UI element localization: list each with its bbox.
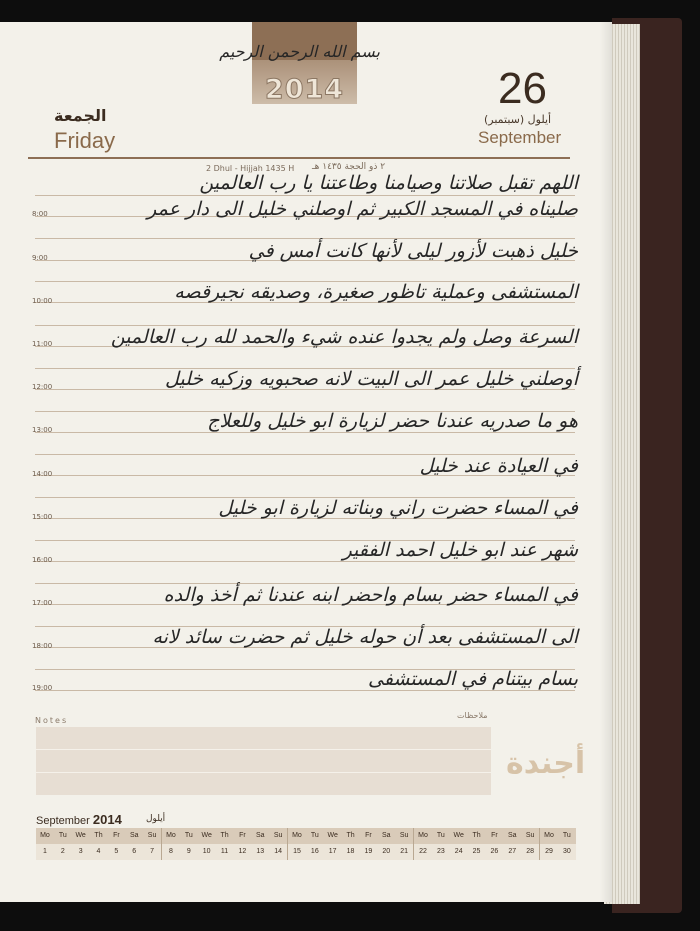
mini-calendar-weekday: Fr (365, 832, 372, 839)
weekday-english: Friday (54, 128, 116, 153)
time-label: 18:00 (32, 642, 53, 650)
mini-calendar-weekday: We (453, 832, 464, 839)
time-label: 11:00 (32, 340, 53, 348)
handwritten-line: أوصلني خليل عمر الى البيت لانه صحبويه وزكيه خليل (164, 368, 578, 390)
mini-calendar-days (36, 844, 576, 860)
time-label: 14:00 (32, 470, 53, 478)
handwritten-line: الى المستشفى بعد أن حوله خليل ثم حضرت سائد لانه (152, 626, 578, 648)
mini-calendar-day[interactable]: 1 (42, 848, 47, 855)
handwritten-line: السرعة وصل ولم يجدوا عنده شيء والحمد لله رب العالمين (110, 326, 578, 348)
mini-calendar-day[interactable]: 14 (269, 844, 288, 860)
time-label: 9:00 (32, 254, 48, 262)
month-arabic: أيلول (سبتمبر) (484, 113, 552, 126)
mini-calendar-day[interactable]: 28 (521, 844, 540, 860)
mini-calendar-day[interactable]: 30 (562, 848, 571, 855)
mini-calendar-day[interactable]: 18 (346, 848, 355, 855)
handwritten-line: المستشفى وعملية تاظور صغيرة، وصديقه نجيرقصه (174, 281, 578, 303)
mini-calendar-year: 2014 (92, 812, 122, 827)
mini-calendar-day[interactable]: 3 (78, 848, 83, 855)
mini-calendar-day[interactable]: 19 (364, 848, 373, 855)
notes-label-arabic: ملاحظات (457, 711, 488, 720)
mini-calendar-weekday: Tu (184, 832, 193, 839)
mini-calendar-weekday: Su (269, 828, 288, 844)
mini-calendar-day[interactable]: 9 (186, 848, 191, 855)
mini-calendar-day[interactable]: 22 (419, 848, 427, 855)
mini-calendar-weekday: Mo (40, 832, 50, 839)
mini-calendar-month: September (36, 815, 90, 827)
mini-calendar-weekday: Mo (544, 832, 554, 839)
mini-calendar-day[interactable]: 24 (454, 848, 463, 855)
notes-label: Notes (35, 716, 69, 725)
mini-calendar-title-arabic: أيلول (146, 814, 166, 824)
mini-calendar-day[interactable]: 21 (395, 844, 414, 860)
notes-line (36, 749, 491, 750)
mini-calendar-weekday: Th (220, 832, 229, 839)
mini-calendar-weekday: Tu (562, 832, 571, 839)
mini-calendar-weekday: Tu (58, 832, 67, 839)
mini-calendar-weekdays (36, 828, 576, 844)
time-label: 16:00 (32, 556, 53, 564)
time-label: 13:00 (32, 426, 53, 434)
mini-calendar-weekday: Mo (418, 832, 428, 839)
hijri-date-arabic: ٢ ذو الحجة ١٤٣٥ هـ (312, 162, 386, 172)
mini-calendar-day[interactable]: 20 (382, 848, 391, 855)
weekday-arabic: الجمعة (54, 106, 107, 125)
mini-calendar-day[interactable]: 27 (508, 848, 517, 855)
mini-calendar-weekday: Th (346, 832, 355, 839)
mini-calendar-day[interactable]: 29 (545, 848, 553, 855)
mini-calendar-day[interactable]: 12 (238, 848, 247, 855)
mini-calendar-day[interactable]: 13 (256, 848, 265, 855)
time-label: 12:00 (32, 383, 53, 391)
mini-calendar-day[interactable]: 26 (490, 848, 499, 855)
mini-calendar-day[interactable]: 5 (114, 848, 119, 855)
ruled-line (35, 195, 575, 196)
mini-calendar-weekday: Mo (166, 832, 176, 839)
mini-calendar-weekday: Tu (310, 832, 319, 839)
handwritten-line: في المساء حضرت راني وبناته لزيارة ابو خليل (218, 497, 578, 519)
mini-calendar-weekday: Sa (507, 832, 517, 839)
handwritten-line: اللهم تقبل صلاتنا وصيامنا وطاعتنا يا رب العالمين (199, 172, 578, 194)
mini-calendar-weekday: Fr (239, 832, 246, 839)
mini-calendar-day[interactable]: 23 (436, 848, 445, 855)
handwritten-line: في المساء حضر بسام واحضر ابنه عندنا ثم أخذ والده (163, 584, 578, 606)
handwritten-line: هو ما صدريه عندنا حضر لزيارة ابو خليل وللعلاج (207, 410, 578, 432)
handwritten-line: شهر عند ابو خليل احمد الفقير (342, 539, 578, 561)
mini-calendar-day[interactable]: 4 (96, 848, 101, 855)
page-shadow (600, 22, 612, 902)
mini-calendar-weekday: We (327, 832, 338, 839)
ruled-line (35, 561, 575, 562)
mini-calendar-day[interactable]: 6 (132, 848, 137, 855)
notes-line (36, 772, 491, 773)
mini-calendar-day[interactable]: 11 (220, 848, 229, 855)
mini-calendar-day[interactable]: 15 (293, 848, 301, 855)
ruled-line (35, 690, 575, 691)
notes-box (36, 727, 491, 795)
mini-calendar-weekday: Sa (255, 832, 265, 839)
mini-calendar-weekday: Sa (381, 832, 391, 839)
month-english: September (478, 128, 562, 147)
mini-calendar-title (36, 812, 122, 827)
mini-calendar-day[interactable]: 25 (472, 848, 481, 855)
brand-logo: أجندة (506, 746, 586, 781)
hijri-date-english: 2 Dhul - Hijjah 1435 H (206, 164, 295, 173)
mini-calendar-weekday: Fr (491, 832, 498, 839)
mini-calendar-day[interactable]: 16 (310, 848, 319, 855)
handwritten-line: بسام بيتنام في المستشفى (367, 668, 578, 690)
mini-calendar-day[interactable]: 17 (328, 848, 337, 855)
year-label: 2014 (264, 74, 345, 105)
time-label: 19:00 (32, 684, 53, 692)
mini-calendar-day[interactable]: 7 (143, 844, 162, 860)
time-label: 15:00 (32, 513, 53, 521)
time-label: 17:00 (32, 599, 53, 607)
mini-calendar-weekday: Su (395, 828, 414, 844)
handwritten-line: في العيادة عند خليل (419, 455, 578, 477)
mini-calendar-day[interactable]: 10 (202, 848, 211, 855)
handwritten-line: خليل ذهبت لأزور ليلى لأنها كانت أمس في (248, 240, 578, 262)
mini-calendar-weekday: We (201, 832, 212, 839)
ruled-line (35, 238, 575, 239)
mini-calendar-day[interactable]: 2 (60, 848, 65, 855)
mini-calendar-weekday: Su (521, 828, 540, 844)
mini-calendar-weekday: Mo (292, 832, 302, 839)
mini-calendar-weekday: Su (143, 828, 162, 844)
mini-calendar-day[interactable]: 8 (168, 848, 173, 855)
ruled-line (35, 432, 575, 433)
header-divider (28, 157, 570, 159)
basmala-handwritten: بسم الله الرحمن الرحيم (219, 42, 380, 61)
mini-calendar-weekday: Tu (436, 832, 445, 839)
time-label: 10:00 (32, 297, 53, 305)
mini-calendar-weekday: Th (472, 832, 481, 839)
time-label: 8:00 (32, 210, 48, 218)
mini-calendar-weekday: Sa (129, 832, 139, 839)
day-number: 26 (498, 64, 547, 113)
mini-calendar-weekday: Fr (113, 832, 120, 839)
mini-calendar-weekday: Th (94, 832, 103, 839)
mini-calendar (36, 828, 576, 860)
mini-calendar-weekday: We (75, 832, 86, 839)
handwritten-line: صليناه في المسجد الكبير ثم اوصلني خليل الى دار عمر (147, 198, 578, 220)
